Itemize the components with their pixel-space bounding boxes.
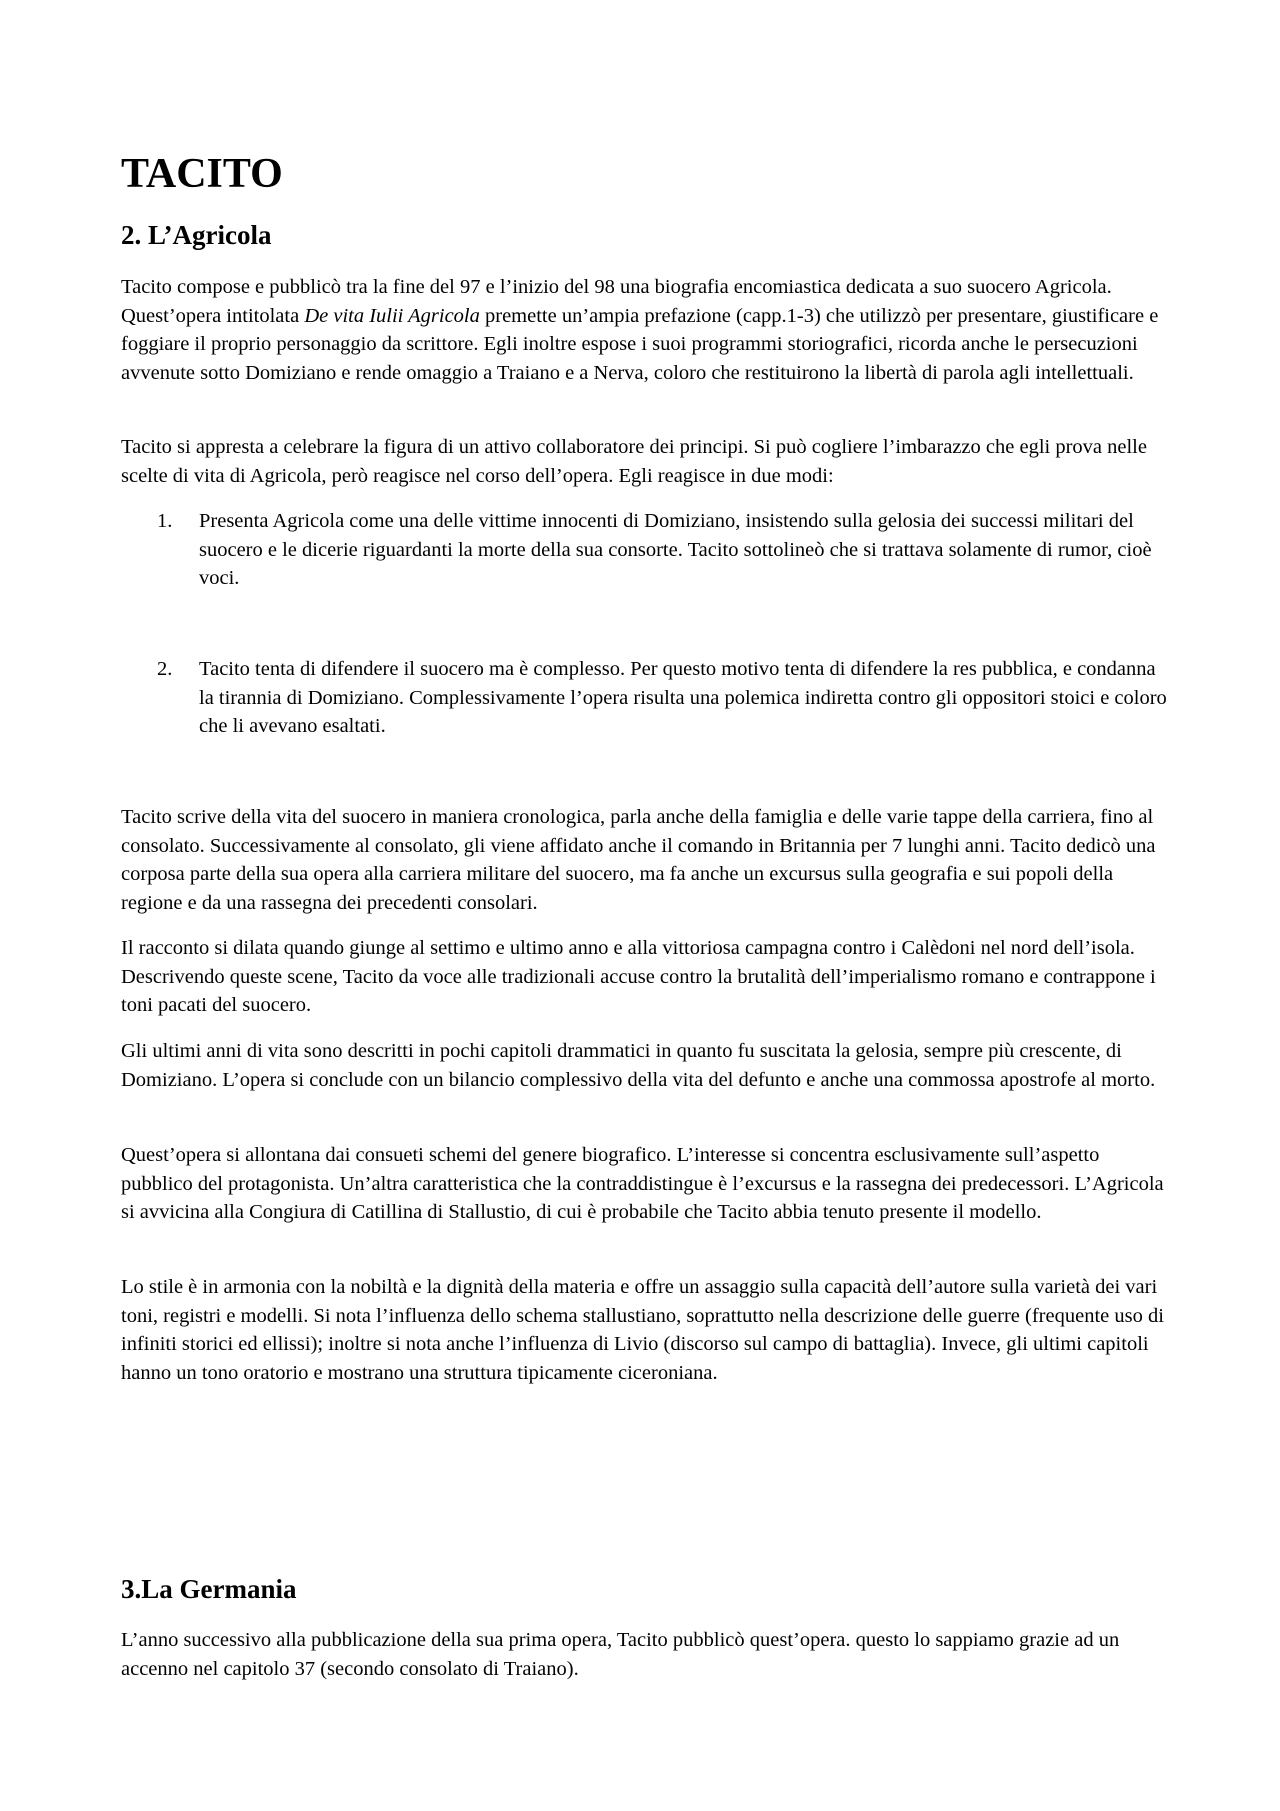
list-item-text: Tacito tenta di difendere il suocero ma è complesso. Per questo motivo tenta di difendere la res pubblica, e condanna la tirannia di Domiziano. Complessivamente l’opera risulta una polemica indiretta contro gli oppositori stoici e coloro che li avevano esaltati. — [199, 658, 1167, 738]
list-item — [157, 655, 1171, 741]
work-title-italic: De vita Iulii Agricola — [304, 304, 480, 327]
paragraph-chronology: Tacito scrive della vita del suocero in maniera cronologica, parla anche della famiglia e delle varie tappe della carriera, fino al consolato. Successivamente al consolato, gli viene affidato anche il comando in Britannia per 7 lunghi anni. Tacito dedicò una corposa parte della sua opera alla carriera militare del suocero, ma fa anche un excursus sulla geografia e sui popoli della regione e da una rassegna dei precedenti consolari. — [121, 806, 1156, 914]
paragraph-germania-intro: L’anno successivo alla pubblicazione della sua prima opera, Tacito pubblicò quest’opera. questo lo sappiamo grazie ad un accenno nel capitolo 37 (secondo consolato di Traiano). — [121, 1629, 1120, 1680]
paragraph-caledoni: Il racconto si dilata quando giunge al settimo e ultimo anno e alla vittoriosa campagna contro i Calèdoni nel nord dell’isola. Descrivendo queste scene, Tacito da voce alle tradizionali accuse contro la brutalità dell’imperialismo romano e contrappone i toni pacati del suocero. — [121, 937, 1156, 1017]
section-heading-agricola: 2. L’Agricola — [121, 220, 272, 250]
paragraph-text: premette un’ampia prefazione (capp.1-3) che utilizzò per presentare, giustificare e foggiare il proprio personaggio da scrittore. Egli inoltre espose i suoi programmi storiografici, ricorda anche le persecuzioni avvenute sotto Domiziano e rende omaggio a Traiano e a Nerva, coloro che restituirono la libertà di parola agli intellettuali. — [121, 304, 1159, 384]
list-item-number: 2. — [157, 658, 173, 680]
paragraph-genre: Quest’opera si allontana dai consueti schemi del genere biografico. L’interesse si concentra esclusivamente sull’aspetto pubblico del protagonista. Un’altra caratteristica che la contraddistingue è l’excursus e la rassegna dei predecessori. L’Agricola si avvicina alla Congiura di Catillina di Stallustio, di cui è probabile che Tacito abbia tenuto presente il modello. — [121, 1144, 1164, 1224]
paragraph-celebration: Tacito si appresta a celebrare la figura di un attivo collaboratore dei principi. Si può cogliere l’imbarazzo che egli prova nelle scelte di vita di Agricola, però reagisce nel corso dell’opera. Egli reagisce in due modi: — [121, 436, 1147, 487]
paragraph-text: Tacito compose e pubblicò tra la fine del 97 e l’inizio del 98 una biografia encomiastica dedicata a suo suocero Agricola. Quest’opera intitolata — [121, 276, 1112, 327]
paragraph-agricola-intro — [121, 273, 1171, 387]
list-item — [157, 507, 1171, 593]
document-title: TACITO — [121, 151, 283, 197]
section-heading-germania: 3.La Germania — [121, 1574, 297, 1604]
list-item-number: 1. — [157, 510, 173, 532]
paragraph-last-years: Gli ultimi anni di vita sono descritti in pochi capitoli drammatici in quanto fu suscitata la gelosia, sempre più crescente, di Domiziano. L’opera si conclude con un bilancio complessivo della vita del defunto e anche una commossa apostrofe al morto. — [121, 1040, 1156, 1091]
paragraph-style: Lo stile è in armonia con la nobiltà e la dignità della materia e offre un assaggio sulla capacità dell’autore sulla varietà dei vari toni, registri e modelli. Si nota l’influenza dello schema stallustiano, soprattutto nella descrizione delle guerre (frequente uso di infiniti storici ed ellissi); inoltre si nota anche l’influenza di Livio (discorso sul campo di battaglia). Invece, gli ultimi capitoli hanno un tono oratorio e mostrano una struttura tipicamente ciceroniana. — [121, 1276, 1164, 1384]
list-item-text: Presenta Agricola come una delle vittime innocenti di Domiziano, insistendo sulla gelosia dei successi militari del suocero e le dicerie riguardanti la morte della sua consorte. Tacito sottolineò che si trattava solamente di rumor, cioè voci. — [199, 510, 1152, 590]
